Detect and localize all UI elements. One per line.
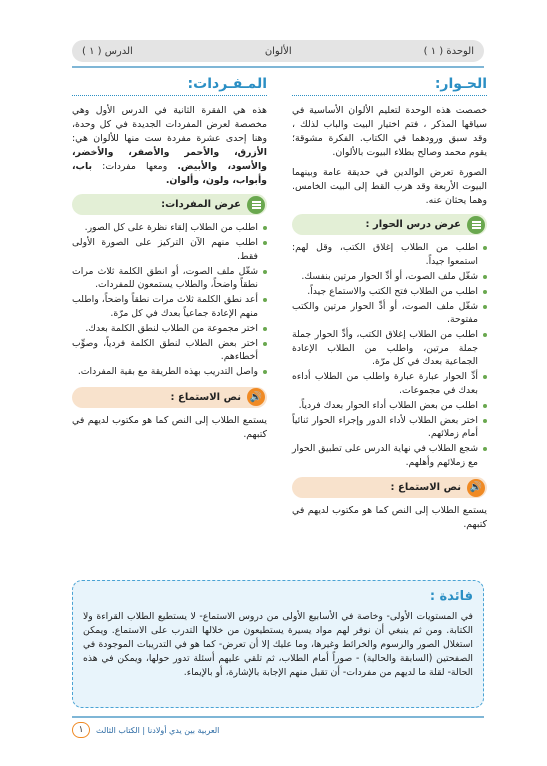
dialogue-column — [292, 76, 487, 538]
vocabulary-steps-list — [72, 221, 267, 379]
tip-text: في المستويات الأولى- وخاصة في الأسابيع الأولى من دروس الاستماع- لا يستطيع الطلاب القراءة ولا الكتابة. ومن ثم ينبغي أن نوفر لهم مواد يسيرة يستطيعون من خلالها التدرب على الاستماع. ويمكن استغلال الصور والرسوم والخرائط وغيرها، وما عليك إلا أن تعرض- كما هو في التدريبات الموجودة في الصفحتين (السابقة والحالية) - صوراً أمام الطلاب، ثم تلقي عليهم أسئلة تدور حولها، ويمكن في هذه الحالة- لقلة ما لديهم من مفردات- أن تقبل منهم الإجابة بالإشارة، أو بالإيماء. — [83, 611, 473, 678]
vocabulary-lead: ومعها مفردات: — [102, 161, 168, 172]
dialogue-audio-label: نص الاستماع : — [390, 482, 461, 493]
list-icon — [467, 216, 485, 234]
vocabulary-words: باب، وأبواب، ولون، وألوان. — [72, 161, 267, 186]
list-item: شغّل ملف الصوت، أو أدِّ الحوار مرتين والكتب مفتوحة. — [292, 300, 487, 327]
list-item: اطلب من الطلاب إغلاق الكتب، وأدِّ الحوار جملة جملة مرتين، واطلب من الطلاب الإعادة الجماعية بعدك في كل مرّة. — [292, 328, 487, 369]
dialogue-audio-pill — [292, 477, 487, 498]
list-item: اطلب من الطلاب فتح الكتب والاستماع جيداً. — [292, 285, 487, 299]
dialogue-lesson-pill — [292, 214, 487, 235]
vocabulary-audio-label: نص الاستماع : — [170, 391, 241, 403]
list-item: اطلب من الطلاب إلقاء نظرة على كل الصور. — [72, 221, 267, 235]
unit-label: الوحدة ( ١ ) — [423, 45, 474, 57]
list-icon — [247, 196, 265, 214]
vocabulary-title: المـفـردات: — [72, 76, 267, 96]
vocabulary-column — [72, 76, 267, 448]
list-item: واصل التدريب بهذه الطريقة مع بقية المفردات. — [72, 365, 267, 379]
book-title: العربية بين يدي أولادنا | الكتاب الثالث — [96, 725, 220, 735]
dialogue-steps-list — [292, 241, 487, 469]
header-divider — [72, 66, 484, 68]
vocabulary-colors: الأزرق، والأحمر والأصفر، والأخضر، والأسود، والأبيض. — [72, 147, 267, 172]
tip-box — [72, 580, 484, 708]
vocabulary-audio-text: يستمع الطلاب إلى النص كما هو مكتوب لديهم في كتبهم. — [72, 414, 267, 440]
list-item: اطلب من بعض الطلاب أداء الحوار بعدك فردياً. — [292, 399, 487, 413]
footer-divider — [72, 716, 484, 718]
list-item: اطلب من الطلاب إغلاق الكتب، وقل لهم: استمعوا جيداً. — [292, 241, 487, 268]
dialogue-pill-label: عرض درس الحوار : — [365, 219, 461, 230]
unit-title: الألوان — [264, 45, 292, 57]
vocabulary-intro-text: هذه هي الفقرة الثانية في الدرس الأول وهي مخصصة لعرض المفردات الجديدة في كل وحدة، وهنا إحدى عشرة مفردة ست منها للألوان هي: — [72, 105, 267, 144]
tip-title: فائدة : — [429, 589, 473, 604]
vocabulary-audio-pill — [72, 387, 267, 408]
list-item: اختر بعض الطلاب لأداء الدور وإجراء الحوار ثنائياً أمام زملائهم. — [292, 414, 487, 441]
page-number: ١ — [72, 722, 90, 738]
page-footer — [72, 722, 219, 738]
list-item: اطلب منهم الآن التركيز على الصورة الأولى فقط. — [72, 236, 267, 263]
list-item: أدِّ الحوار عبارة عبارة واطلب من الطلاب أداءه بعدك في مجموعات. — [292, 370, 487, 397]
dialogue-audio-text: يستمع الطلاب إلى النص كما هو مكتوب لديهم في كتبهم. — [292, 505, 487, 530]
list-item: شجع الطلاب في نهاية الدرس على تطبيق الحوار مع زملائهم وأهلهم. — [292, 442, 487, 469]
page-header — [72, 40, 484, 62]
speaker-icon: 🔊 — [247, 388, 265, 406]
list-item: اختر مجموعة من الطلاب لنطق الكلمة بعدك. — [72, 322, 267, 336]
list-item: شغّل ملف الصوت، أو انطق الكلمة ثلاث مرات نطقاً واضحاً، والطلاب يستمعون للمفردات. — [72, 265, 267, 292]
list-item: اختر بعض الطلاب لنطق الكلمة فردياً، وصوِّب أخطاءهم. — [72, 337, 267, 364]
list-item: أعد نطق الكلمة ثلاث مرات نطقاً واضحاً، واطلب منهم الإعادة جماعياً بعدك في كل مرّة. — [72, 293, 267, 320]
dialogue-paragraph-1: خصصت هذه الوحدة لتعليم الألوان الأساسية في سياقها المذكر ، فتم اختيار البيت والباب لذلك ، وقد سبق ورودهما في الكتاب. الفكرة مشوقة؛ يقوم محمد وصالح بطلاء البيوت بالألوان. — [292, 105, 487, 158]
vocabulary-pill-label: عرض المفردات: — [161, 199, 241, 210]
dialogue-paragraph-2: الصورة تعرض الوالدين في حديقة عامة وبينهما البيوت الأربعة وقد هرب القط إلى البيت الخامس. وهما يحثان عنه. — [292, 167, 487, 206]
vocabulary-pill — [72, 194, 267, 215]
lesson-label: الدرس ( ١ ) — [82, 45, 133, 57]
list-item: شغّل ملف الصوت، أو أدِّ الحوار مرتين بنفسك. — [292, 270, 487, 284]
vocabulary-intro — [72, 104, 267, 188]
speaker-icon: 🔊 — [467, 479, 485, 497]
dialogue-title: الحـوار: — [292, 76, 487, 96]
